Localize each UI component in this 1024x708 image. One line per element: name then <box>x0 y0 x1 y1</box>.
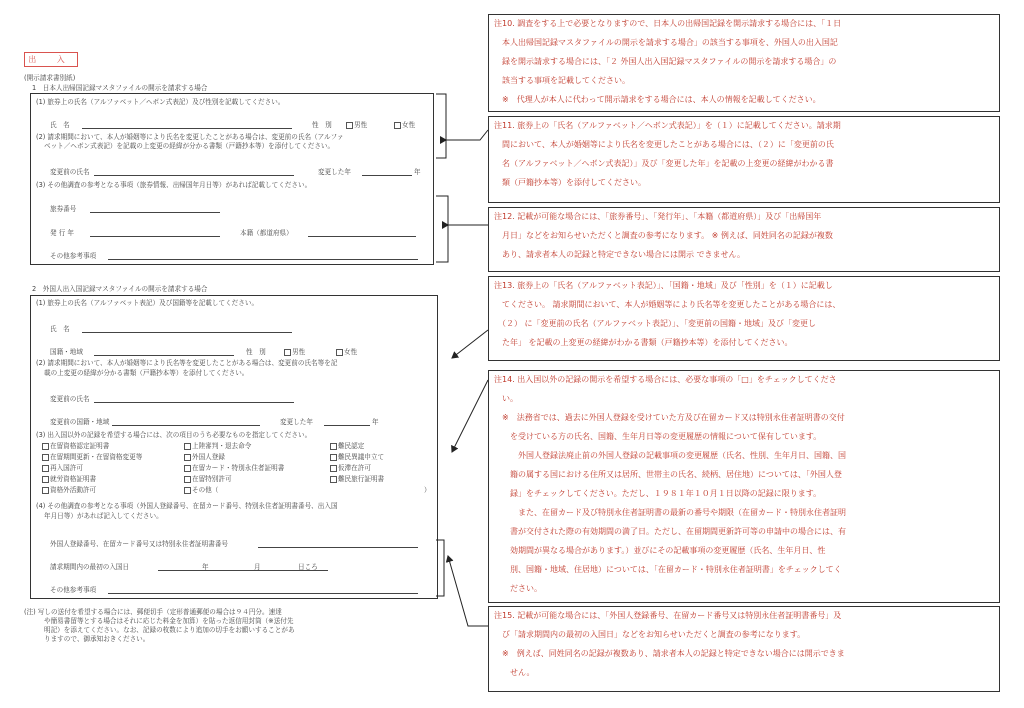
record-option-label: 資格外活動許可 <box>50 486 97 494</box>
note-line: また、在留カード及び特別永住者証明書の最新の番号や期限（在留カード・特別永住者証明 <box>494 508 846 517</box>
record-option-label: 難民旅行証明書 <box>338 475 385 483</box>
note-13 <box>488 276 1000 361</box>
s2-item2-line1: (2) 請求期間において、本人が婚姻等により氏名等を変更したことがある場合は、変更前の氏名等を記 <box>36 359 338 367</box>
s2-item2-line2: 載の上変更の経緯が分かる書類（戸籍抄本等）を添付してください。 <box>44 369 249 377</box>
s1-prev-name-label: 変更前の氏名 <box>50 168 90 176</box>
label: 男性 <box>354 121 368 129</box>
note-line: 注10. 調査をする上で必要となりますので、日本人の出帰国記録を開示請求する場合には、「１日 <box>494 19 842 28</box>
record-option-label: 在留カード・特別永住者証明書 <box>192 464 285 472</box>
note-line: 本人出帰国記録マスタファイルの開示を請求する場合」の該当する事項を、外国人の出入国記 <box>494 38 838 47</box>
record-option-label: 再入国許可 <box>50 464 83 472</box>
section1-heading: 1 日本人出帰国記録マスタファイルの開示を請求する場合 <box>32 84 208 92</box>
note-line: 録」をチェックしてください。ただし、１９８１年１０月１日以降の記録に限ります。 <box>494 489 822 498</box>
footnote-line2: や簡易書留等とする場合はそれに応じた料金を加算）を貼った返信用封筒（※送付先 <box>44 617 294 625</box>
note-line: 類（戸籍抄本等）を添付してください。 <box>494 178 646 187</box>
s2-month-unit: 月 <box>254 563 261 571</box>
s2-item4-line2: 年月日等）があれば記入してください。 <box>44 512 163 520</box>
s1-domicile-label: 本籍（都道府県） <box>240 229 293 237</box>
s2-prev-nationality-label: 変更前の国籍・地域 <box>50 418 110 426</box>
note-line: 注14. 出入国以外の記録の開示を希望する場合には、必要な事項の「□」をチェックしてくださ <box>494 375 837 384</box>
s1-passport-label: 旅券番号 <box>50 205 77 213</box>
s2-first-entry-label: 請求期間内の最初の入国日 <box>50 563 130 571</box>
note-line: 外国人登録法廃止前の外国人登録の記載事項の変更履歴（氏名、性別、生年月日、国籍、国 <box>494 451 846 460</box>
note-line: あり、請求者本人の記録と特定できない場合には開示 できません。 <box>494 250 746 259</box>
note-line: い。 <box>494 394 518 403</box>
note-10 <box>488 14 1000 112</box>
stamp: 出 入 <box>24 52 78 67</box>
note-line: 注11. 旅券上の「氏名（アルファベット／ヘボン式表記）」を（１）に記載してください。請求期 <box>494 121 841 130</box>
note-line: 注13. 旅券上の「氏名（アルファベット表記）」、「国籍・地域」及び「性別」を（１）に記載し <box>494 281 833 290</box>
s2-changed-year-label: 変更した年 <box>280 418 313 426</box>
note-line: 別、国籍・地域、住居地）については、「在留カード・特別永住者証明書」をチェックしてく <box>494 565 842 574</box>
s2-day-unit: 日ころ <box>298 563 318 571</box>
record-option-label: 上陸審判・退去命令 <box>192 442 252 450</box>
s2-item1: (1) 旅券上の氏名（アルファベット表記）及び国籍等を記載してください。 <box>36 299 259 307</box>
note-12 <box>488 207 1000 272</box>
s2-item3: (3) 出入国以外の記録を希望する場合には、次の項目のうち必要なものを指定してください。 <box>36 431 312 439</box>
record-option-label: 難民異議申立て <box>338 453 385 461</box>
s1-name-label: 氏 名 <box>50 121 70 129</box>
record-option-label: 在留特別許可 <box>192 475 232 483</box>
note-line: ださい。 <box>494 584 542 593</box>
note-line: 籍の属する国における住所又は居所、世帯主の氏名、続柄、居住地）については、「外国人登 <box>494 470 842 479</box>
note-line: 録を開示請求する場合には、「２ 外国人出入国記録マスタファイルの開示を請求する場合」の <box>494 57 837 66</box>
s2-nationality-label: 国籍・地域 <box>50 348 83 356</box>
s1-item3: (3) その他調査の参考となる事項（旅券情報、出帰国年月日等）があれば記載してください。 <box>36 181 312 189</box>
record-option-label: 難民認定 <box>338 442 365 450</box>
note-line: 間において、本人が婚姻等により氏名を変更したことがある場合には、（２）に「変更前の氏 <box>494 140 834 149</box>
s1-item2-line2: ベット／ヘボン式表記）を記載の上変更の経緯が分かる書類（戸籍抄本等）を添付してください。 <box>44 142 335 150</box>
record-option-label: 在留資格認定証明書 <box>50 442 110 450</box>
note-line: 書が交付された際の有効期間の満了日。ただし、在留期間更新許可等の申請中の場合には、有 <box>494 527 846 536</box>
s2-gender-label: 性 別 <box>246 348 266 356</box>
s1-item2-line1: (2) 請求期間において、本人が婚姻等により氏名を変更したことがある場合は、変更前の氏名（アルファ <box>36 133 344 141</box>
other-close-paren: ） <box>424 486 431 494</box>
note-11 <box>488 116 1000 203</box>
s1-issue-year-label: 発 行 年 <box>50 229 74 237</box>
note-line: を受けている方の氏名、国籍、生年月日等の変更履歴の情報について保有しています。 <box>494 432 822 441</box>
note-line: 注12. 記載が可能な場合には、「旅券番号」、「発行年」、「本籍（都道府県）」及び「出帰国年 <box>494 212 822 221</box>
note-line: 該当する事項を記載してください。 <box>494 76 630 85</box>
note-line: 効期間が異なる場合があります。）並びにその記載事項の変更履歴（氏名、生年月日、性 <box>494 546 826 555</box>
s2-reg-number-label: 外国人登録番号、在留カード番号又は特別永住者証明書番号 <box>50 540 229 548</box>
note-line: （２） に「変更前の氏名（アルファベット表記）」、「変更前の国籍・地域」及び「変更し <box>494 319 817 328</box>
label: 男性 <box>292 348 306 356</box>
note-14 <box>488 370 1000 603</box>
note-line: せん。 <box>494 668 535 677</box>
footnote-line3: 明記）を添えてください。なお、記録の枚数により追加の切手をお願いすることがあ <box>44 626 295 634</box>
record-option-label: 就労資格証明書 <box>50 475 97 483</box>
note-line: てください。 請求期間において、本人が婚姻等により氏名等を変更したことがある場合には、 <box>494 300 841 309</box>
footnote-line4: りますので、御承知おきください。 <box>44 635 150 643</box>
form-subtitle: (開示請求書別紙) <box>24 74 76 82</box>
note-line: ※ 例えば、同姓同名の記録が複数あり、請求者本人の記録と特定できない場合には開示できま <box>494 649 845 658</box>
note-line: 名（アルファベット／ヘボン式表記）」及び「変更した年」を記載の上変更の経緯がわかる書 <box>494 159 834 168</box>
s2-year-suffix: 年 <box>372 418 379 426</box>
s1-item1: (1) 旅券上の氏名（アルファベット／ヘボン式表記）及び性別を記載してください。 <box>36 98 285 106</box>
s2-name-label: 氏 名 <box>50 325 70 333</box>
note-line: ※ 代理人が本人に代わって開示請求をする場合には、本人の情報を記載してください。 <box>494 95 821 104</box>
s2-prev-name-label: 変更前の氏名 <box>50 395 90 403</box>
s1-other-label: その他参考事項 <box>50 252 97 260</box>
s2-other-label: その他参考事項 <box>50 586 97 594</box>
record-option-label: 仮滞在許可 <box>338 464 371 472</box>
note-15 <box>488 606 1000 692</box>
label: 女性 <box>344 348 358 356</box>
section2-heading: 2 外国人出入国記録マスタファイルの開示を請求する場合 <box>32 285 208 293</box>
s2-year-unit: 年 <box>202 563 209 571</box>
record-option-label: 外国人登録 <box>192 453 225 461</box>
note-line: た年」 を記載の上変更の経緯がわかる書類（戸籍抄本等）を添付してください。 <box>494 338 793 347</box>
label: 女性 <box>402 121 416 129</box>
s1-gender-label: 性 別 <box>312 121 332 129</box>
record-option-label: 在留期間更新・在留資格変更等 <box>50 453 143 461</box>
s1-changed-year-label: 変更した年 <box>318 168 351 176</box>
note-line: ※ 法務省では、過去に外国人登録を受けていた方及び在留カード又は特別永住者証明書の交付 <box>494 413 845 422</box>
note-line: 月日」などをお知らせいただくと調査の参考になります。 ※ 例えば、同姓同名の記録が複数 <box>494 231 833 240</box>
record-option-label: その他（ <box>192 486 219 494</box>
footnote-line1: (注) 写しの送付を希望する場合には、郵便切手（定形普通郵便の場合は９４円分。速達 <box>24 608 282 616</box>
note-line: 注15. 記載が可能な場合には、「外国人登録番号、在留カード番号又は特別永住者証明書番号」及 <box>494 611 842 620</box>
note-line: び「請求期間内の最初の入国日」などをお知らせいただくと調査の参考になります。 <box>494 630 806 639</box>
s2-item4-line1: (4) その他調査の参考となる事項（外国人登録番号、在留カード番号、特別永住者証明書番号、出入国 <box>36 502 338 510</box>
s1-year-suffix: 年 <box>414 168 421 176</box>
